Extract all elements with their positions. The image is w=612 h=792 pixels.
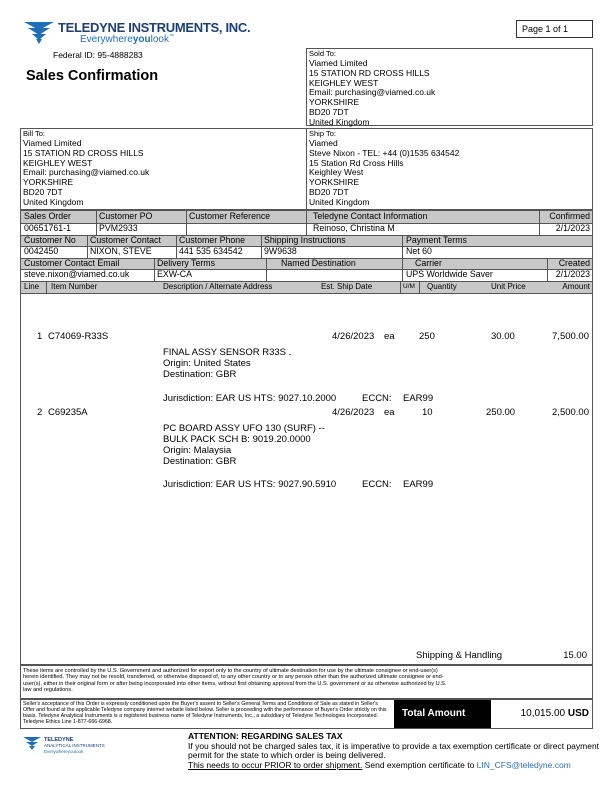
customer-phone-value: 441 535 634542 (179, 246, 243, 256)
ship-to-line: BD20 7DT (309, 186, 349, 197)
company-tagline (80, 34, 174, 46)
col-um: U/M (403, 283, 415, 290)
description-line: Destination: GBR (163, 455, 237, 467)
bill-to-line: KEIGHLEY WEST (23, 157, 93, 168)
teledyne-logo-icon (22, 20, 56, 46)
export-notice: These items are controlled by the U.S. Government and authorized for export only to the country of ultimate destination for use by the ultimate consignee or end-user(s) herein identified. They may not be resold, transferred, or otherwise disposed of, to any other country or to any person other than the authorized ultimate consignee or end-user(s), either in their original form or after being incorporated into other items, without first obtaining approval from the U.S. government or as otherwise authorized by U.S. law and regulations. (23, 668, 447, 693)
bill-ship-box (20, 128, 593, 210)
payment-terms-value: Net 60 (406, 246, 432, 256)
ship-to-line: YORKSHIRE (309, 177, 360, 188)
delivery-terms-value: EXW-CA (157, 269, 193, 279)
col-item-number: Item Number (51, 282, 98, 291)
amount: 2,500.00 (552, 407, 589, 418)
ship-date: 4/26/2023 (332, 407, 375, 418)
customer-contact-value: NIXON, STEVE (90, 246, 152, 256)
item-number: C69235A (48, 407, 88, 418)
item-description (163, 348, 291, 381)
contact-info-header: Teledyne Contact Information (313, 211, 428, 221)
tagline-every: Everywhere (80, 34, 133, 45)
tagline-you: you (132, 34, 151, 45)
line-number: 2 (37, 407, 43, 418)
description-line: Destination: GBR (163, 368, 237, 380)
total-amount-label: Total Amount (402, 708, 466, 719)
company-logo (22, 20, 322, 50)
page-title: Sales Confirmation (26, 68, 159, 84)
description-line: Origin: United States (163, 357, 251, 369)
attention-title: ATTENTION: REGARDING SALES TAX (188, 731, 343, 741)
contact-info-value: Reinoso, Christina M (313, 223, 395, 233)
ship-to-line: Viamed (309, 138, 338, 148)
description-line: BULK PACK SCH B: 9019.20.0000 (163, 433, 311, 445)
ship-to-line: 15 Station Rd Cross Hills (309, 157, 404, 168)
order-info-grid (20, 210, 593, 294)
ship-to-address (309, 139, 459, 207)
page-number: Page 1 of 1 (522, 24, 569, 34)
delivery-terms-header: Delivery Terms (157, 258, 216, 268)
jurisdiction: Jurisdiction: EAR US HTS: 9027.90.5910 (163, 479, 337, 490)
teledyne-footer-logo-icon (22, 736, 42, 752)
created-value: 2/1/2023 (555, 269, 590, 279)
unit-price: 250.00 (486, 407, 516, 418)
payment-terms-header: Payment Terms (406, 235, 467, 245)
description-line: FINAL ASSY SENSOR R33S . (163, 347, 292, 358)
ship-to-label: Ship To: (309, 129, 336, 138)
terms-total-box (20, 699, 593, 729)
page-number-box (516, 20, 593, 38)
carrier-header: Carrier (415, 258, 442, 268)
unit-price: 30.00 (491, 331, 515, 342)
col-description: Description / Alternate Address (163, 282, 273, 291)
attention-line1: If you should not be charged sales tax, it is imperative to provide a tax exemption certificate or direct payment (188, 740, 600, 751)
confirmed-header: Confirmed (549, 211, 590, 221)
ship-to-line: United Kingdom (309, 196, 370, 207)
attention-send-note: Send exemption certificate to (362, 759, 477, 770)
ship-to-line: Keighley West (309, 167, 364, 178)
sold-to-line: Email: purchasing@viamed.co.uk (309, 87, 436, 98)
bill-to-line: YORKSHIRE (23, 177, 74, 188)
sold-to-line: 15 STATION RD CROSS HILLS (309, 67, 430, 78)
total-value: 10,015.00 (520, 708, 566, 719)
footer-logo (22, 736, 112, 766)
bill-to-label: Bill To: (23, 129, 45, 138)
eccn-label: ECCN: (362, 479, 392, 490)
shipping-handling-value: 15.00 (563, 650, 587, 661)
sold-to-line: United Kingdom (309, 116, 370, 127)
ship-to-line: Steve Nixon - TEL: +44 (0)1535 634542 (309, 147, 460, 158)
eccn-label: ECCN: (362, 393, 392, 404)
description-line: PC BOARD ASSY UFO 130 (SURF) -- (163, 423, 325, 434)
line-number: 1 (37, 331, 43, 342)
footer-logo-line2: ANALYTICAL INSTRUMENTS (44, 743, 105, 748)
customer-no-value: 0042450 (24, 246, 59, 256)
carrier-value: UPS Worldwide Saver (406, 269, 493, 279)
federal-id: Federal ID: 95-4888283 (53, 50, 143, 60)
col-quantity: Quantity (427, 282, 457, 291)
col-amount: Amount (562, 282, 590, 291)
bill-to-address (23, 139, 149, 207)
sold-to-label: Sold To: (309, 49, 336, 58)
footer-logo-line1: TELEDYNE (44, 737, 74, 743)
shipping-instructions-header: Shipping Instructions (264, 235, 346, 245)
customer-po-header: Customer PO (99, 211, 153, 221)
eccn-value: EAR99 (403, 479, 434, 490)
shipping-instructions-value: 9W9638 (264, 246, 297, 256)
sold-to-line: KEIGHLEY WEST (309, 77, 379, 88)
total-currency: USD (567, 708, 589, 719)
exemption-email-link[interactable]: LIN_CFS@teledyne.com (476, 759, 571, 770)
tagline-look: look (150, 34, 169, 45)
jurisdiction: Jurisdiction: EAR US HTS: 9027.10.2000 (163, 393, 337, 404)
sales-order-header: Sales Order (24, 211, 71, 221)
col-ship-date: Est. Ship Date (321, 282, 373, 291)
export-notice-box (20, 665, 593, 699)
item-description (163, 424, 325, 468)
bill-to-line: 15 STATION RD CROSS HILLS (23, 147, 144, 158)
sold-to-box (306, 48, 593, 126)
contact-email-value: steve.nixon@viamed.co.uk (24, 269, 130, 279)
sold-to-line: BD20 7DT (309, 106, 349, 117)
terms-notice: Seller's acceptance of this Order is expressly conditioned upon the Buyer's assent to Seller's General Terms and Conditions of Sale as stated in Seller's Offer and found at the applicable Teledyne company internet website listed below. Seller is proceeding with the performance of Buyer's Order strictly on this basis. Teledyne Analytical Instruments is a registered business name of Teledyne Instruments, Inc., a subsidiary of Teledyne Technologies Incorporated. Teledyne Ethics Line 1-877-666-6968. (23, 701, 387, 725)
customer-reference-header: Customer Reference (189, 211, 271, 221)
description-line: Origin: Malaysia (163, 444, 232, 456)
quantity: 250 (419, 331, 435, 342)
attention-line3 (188, 761, 599, 771)
bill-to-line: United Kingdom (23, 196, 84, 207)
customer-phone-header: Customer Phone (179, 235, 246, 245)
customer-no-header: Customer No (24, 235, 76, 245)
sold-to-line: YORKSHIRE (309, 97, 360, 108)
tagline-tm: ™ (168, 33, 174, 40)
footer-logo-line3: Everywhereyoulook (44, 749, 84, 754)
col-unit-price: Unit Price (491, 282, 526, 291)
ship-date: 4/26/2023 (332, 331, 375, 342)
col-line: Line (24, 282, 40, 291)
company-name: TELEDYNE INSTRUMENTS, INC. (58, 20, 251, 35)
eccn-value: EAR99 (403, 393, 434, 404)
named-destination-header: Named Destination (281, 258, 356, 268)
total-amount-value (521, 708, 589, 720)
unit-of-measure: ea (384, 407, 395, 418)
quantity: 10 (422, 407, 433, 418)
line-items-area (20, 293, 593, 665)
bill-to-line: Viamed Limited (23, 138, 82, 148)
amount: 7,500.00 (552, 331, 589, 342)
confirmed-value: 2/1/2023 (555, 223, 590, 233)
customer-po-value: PVM2933 (99, 223, 138, 233)
total-amount-label-box (394, 700, 491, 728)
unit-of-measure: ea (384, 331, 395, 342)
bill-to-line: BD20 7DT (23, 186, 63, 197)
bill-to-line: Email: purchasing@viamed.co.uk (23, 167, 150, 178)
attention-prior-note: This needs to occur PRIOR to order shipment. (188, 759, 363, 770)
shipping-handling-label: Shipping & Handling (416, 650, 503, 661)
sales-order-value: 00651761-1 (24, 223, 71, 233)
item-number: C74069-R33S (48, 331, 109, 342)
contact-email-header: Customer Contact Email (24, 258, 120, 268)
attention-block (188, 732, 599, 770)
sold-to-line: Viamed Limited (309, 58, 368, 68)
created-header: Created (558, 258, 590, 268)
sold-to-address (309, 59, 435, 127)
customer-contact-header: Customer Contact (90, 235, 161, 245)
attention-line2: permit for the state to which order is being delivered. (188, 750, 386, 761)
